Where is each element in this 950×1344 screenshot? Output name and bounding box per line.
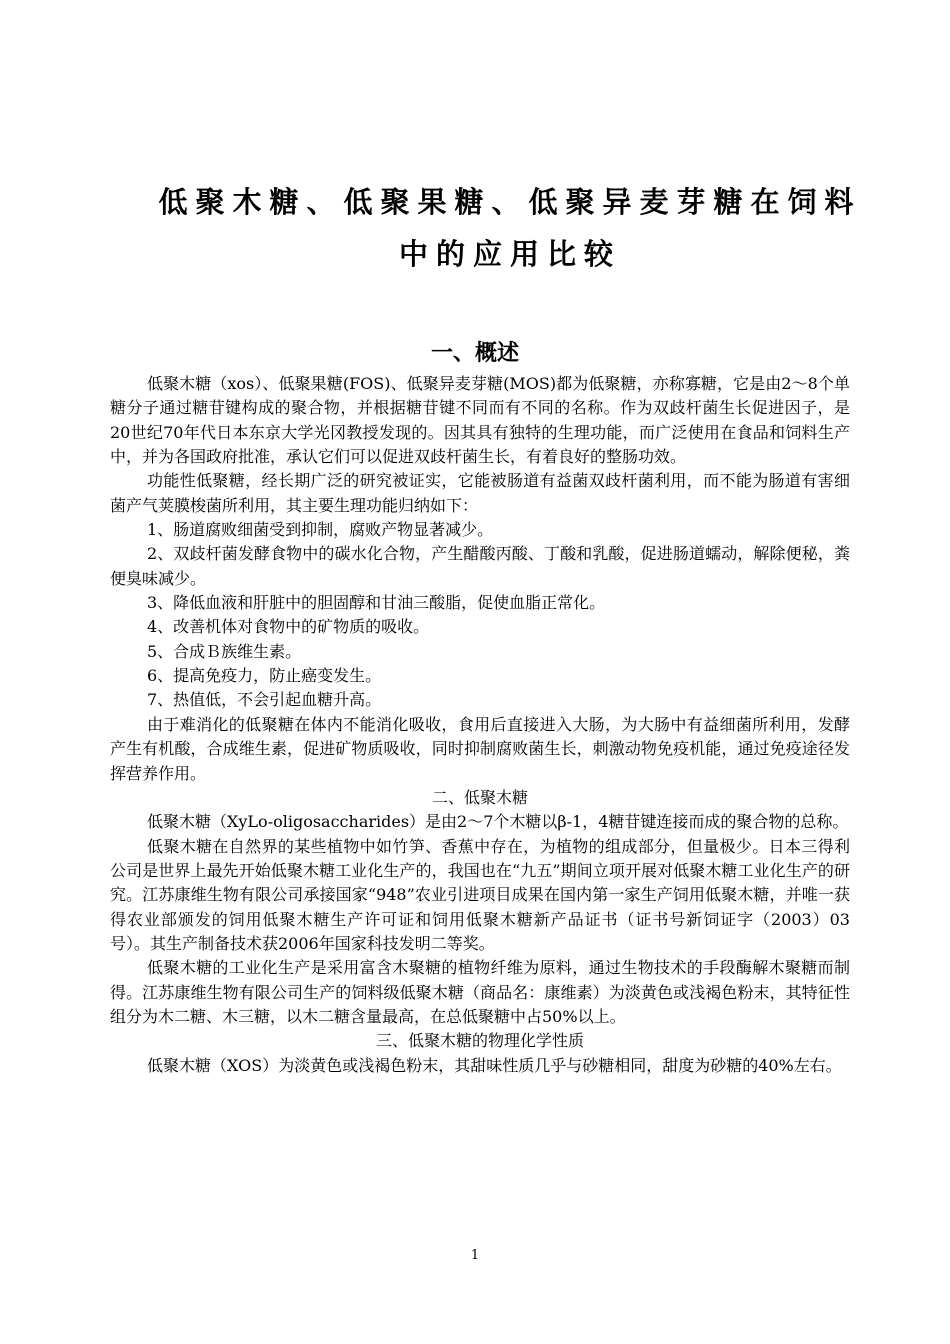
document-title-line-2: 中的应用比较 [398, 237, 621, 271]
list-item-2: 2、双歧杆菌发酵食物中的碳水化合物，产生醋酸丙酸、丁酸和乳酸，促进肠道蠕动，解除便秘，粪便臭味减少。 [110, 544, 850, 588]
paragraph-properties: 低聚木糖（XOS）为淡黄色或浅褐色粉末，其甜味性质几乎与砂糖相同，甜度为砂糖的40%左右。 [147, 1055, 842, 1075]
document-title-line-1: 低聚木糖、低聚果糖、低聚异麦芽糖在饲料 [158, 185, 862, 219]
list-item-6: 6、提高免疫力，防止癌变发生。 [147, 666, 382, 686]
document-body [110, 372, 850, 1078]
list-item-3: 3、降低血液和肝脏中的胆固醇和甘油三酸脂，促使血脂正常化。 [147, 593, 606, 613]
paragraph-xos-definition: 低聚木糖（XyLo-oligosaccharides）是由2～7个木糖以β-1，4糖苷键连接而成的聚合物的总称。 [147, 812, 849, 832]
list-item-4: 4、改善机体对食物中的矿物质的吸收。 [147, 617, 430, 637]
page-number: 1 [470, 1248, 480, 1263]
paragraph-xos-history: 低聚木糖在自然界的某些植物中如竹笋、香蕉中存在，为植物的组成部分，但量极少。日本三得利公司是世界上最先开始低聚木糖工业化生产的，我国也在“九五”期间立项开展对低聚木糖工业化生产的研究。江苏康维生物有限公司承接国家“948”农业引进项目成果在国内第一家生产饲用低聚木糖，并唯一获得农业部颁发的饲用低聚木糖生产许可证和饲用低聚木糖新产品证书（证书号新饲证字（2003）03号）。其生产制备技术获2006年国家科技发明二等奖。 [110, 836, 850, 953]
section-heading-properties: 三、低聚木糖的物理化学性质 [375, 1031, 584, 1051]
paragraph-summary: 由于难消化的低聚糖在体内不能消化吸收，食用后直接进入大肠，为大肠中有益细菌所利用，发酵产生有机酸，合成维生素，促进矿物质吸收，同时抑制腐败菌生长，刺激动物免疫机能，通过免疫途径发挥营养作用。 [110, 714, 850, 783]
section-heading-overview: 一、概述 [430, 341, 519, 366]
list-item-1: 1、肠道腐败细菌受到抑制，腐败产物显著减少。 [147, 520, 494, 540]
paragraph-xos-production: 低聚木糖的工业化生产是采用富含木聚糖的植物纤维为原料，通过生物技术的手段酶解木聚糖而制得。江苏康维生物有限公司生产的饲料级低聚木糖（商品名：康维素）为淡黄色或浅褐色粉末，其特征性组分为木二糖、木三糖，以木二糖含量最高，在总低聚糖中占50%以上。 [110, 958, 850, 1026]
paragraph-functions-intro: 功能性低聚糖，经长期广泛的研究被证实，它能被肠道有益菌双歧杆菌利用，而不能为肠道有害细菌产气荚膜梭菌所利用，其主要生理功能归纳如下： [110, 471, 850, 515]
list-item-5: 5、合成Ｂ族维生素。 [147, 641, 302, 661]
list-item-7: 7、热值低，不会引起血糖升高。 [147, 690, 382, 710]
section-heading-xos: 二、低聚木糖 [431, 787, 528, 807]
paragraph-intro: 低聚木糖（xos）、低聚果糖(FOS)、低聚异麦芽糖(MOS)都为低聚糖，亦称寡糖，它是由2～8个单糖分子通过糖苷键构成的聚合物，并根据糖苷键不同而有不同的名称。作为双歧杆菌生长促进因子，是20世纪70年代日本东京大学光冈教授发现的。因其具有独特的生理功能，而广泛使用在食品和饲料生产中，并为各国政府批准，承认它们可以促进双歧杆菌生长，有着良好的整肠功效。 [110, 374, 850, 467]
